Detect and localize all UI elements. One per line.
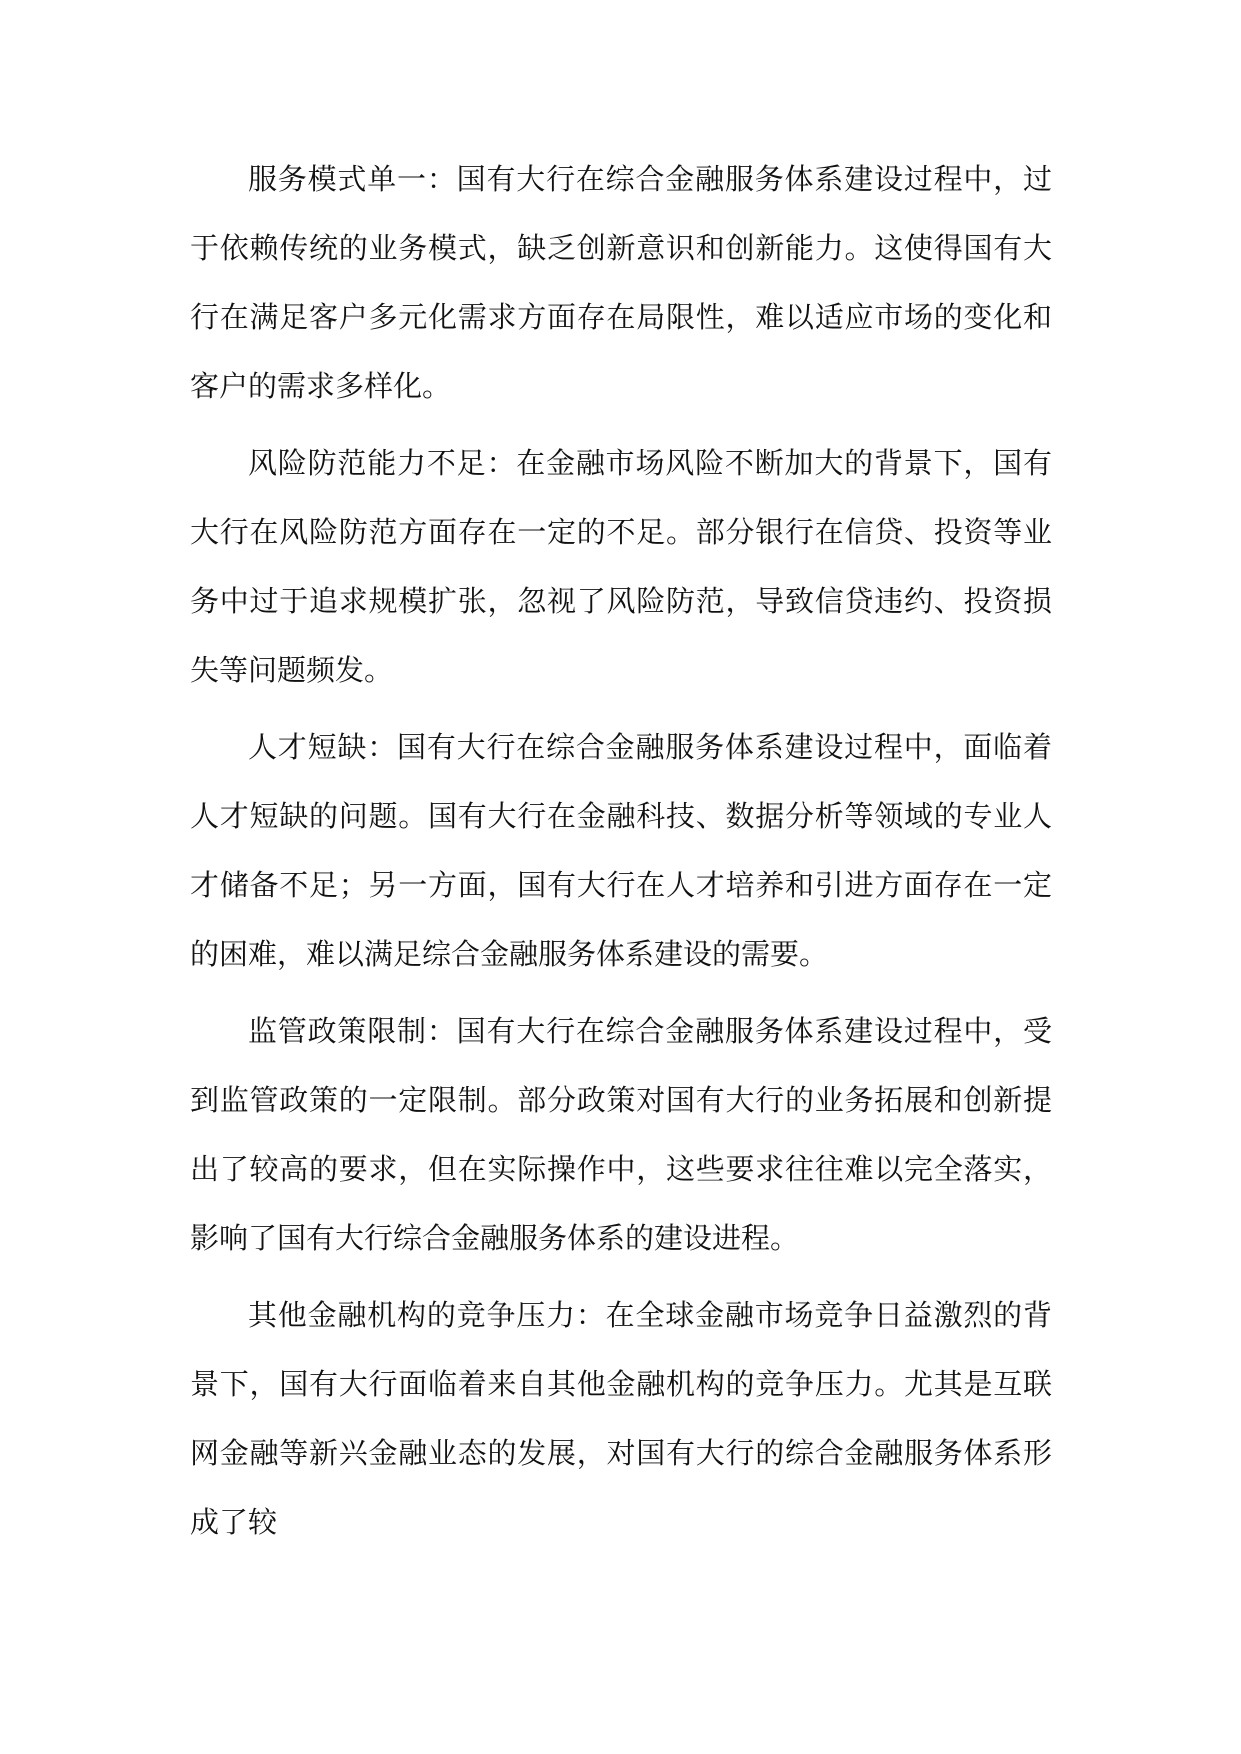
paragraph-talent-shortage: 人才短缺：国有大行在综合金融服务体系建设过程中，面临着人才短缺的问题。国有大行在金融科技、数据分析等领域的专业人才储备不足；另一方面，国有大行在人才培养和引进方面存在一定的困难，难以满足综合金融服务体系建设的需要。 (190, 730, 1052, 971)
paragraph-service-model: 服务模式单一：国有大行在综合金融服务体系建设过程中，过于依赖传统的业务模式，缺乏创新意识和创新能力。这使得国有大行在满足客户多元化需求方面存在局限性，难以适应市场的变化和客户的需求多样化。 (190, 162, 1052, 403)
paragraph-regulatory-limits: 监管政策限制：国有大行在综合金融服务体系建设过程中，受到监管政策的一定限制。部分政策对国有大行的业务拓展和创新提出了较高的要求，但在实际操作中，这些要求往往难以完全落实，影响了国有大行综合金融服务体系的建设进程。 (190, 1014, 1052, 1255)
paragraph-risk-prevention: 风险防范能力不足：在金融市场风险不断加大的背景下，国有大行在风险防范方面存在一定的不足。部分银行在信贷、投资等业务中过于追求规模扩张，忽视了风险防范，导致信贷违约、投资损失等问题频发。 (190, 446, 1052, 687)
paragraph-competition-pressure: 其他金融机构的竞争压力：在全球金融市场竞争日益激烈的背景下，国有大行面临着来自其他金融机构的竞争压力。尤其是互联网金融等新兴金融业态的发展，对国有大行的综合金融服务体系形成了较 (190, 1298, 1052, 1539)
document-body (190, 145, 1052, 1557)
